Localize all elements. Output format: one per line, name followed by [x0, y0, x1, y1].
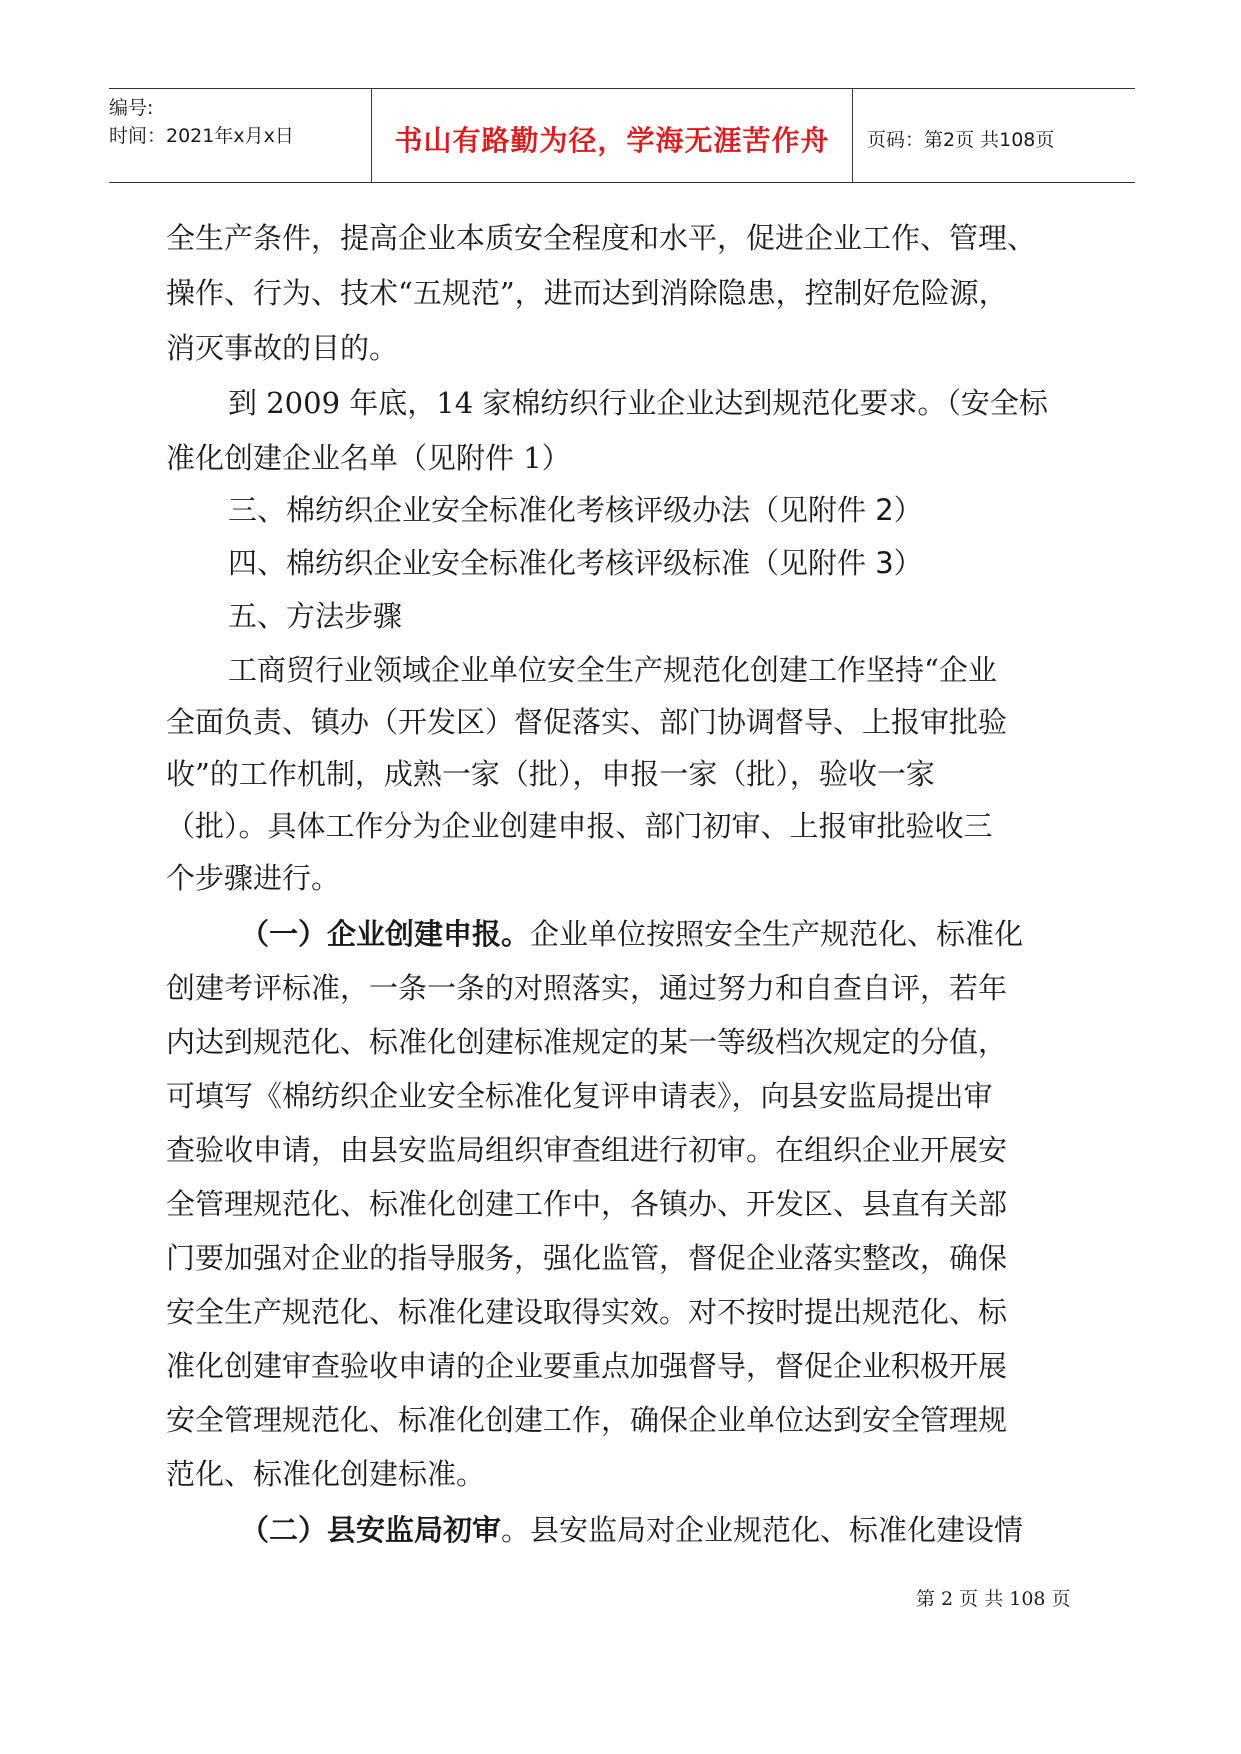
body-line: 全生产条件，提高企业本质安全程度和水平，促进企业工作、管理、: [166, 221, 1037, 255]
body-line: 全管理规范化、标准化创建工作中，各镇办、开发区、县直有关部: [166, 1187, 1008, 1221]
document-number-label: 编号:: [109, 97, 154, 119]
body-line: 准化创建企业名单（见附件 1）: [166, 441, 571, 475]
subsection-1-heading: （一）企业创建申报。: [240, 917, 531, 951]
body-line: 消灭事故的目的。: [166, 331, 399, 365]
body-line: 到 2009 年底，14 家棉纺织行业企业达到规范化要求。（安全标: [228, 386, 1048, 420]
subsection-2-line: [240, 1510, 1080, 1550]
body-line: 创建考评标准，一条一条的对照落实，通过努力和自查自评，若年: [166, 971, 1008, 1005]
body-line: 查验收申请，由县安监局组织审查组进行初审。在组织企业开展安: [166, 1133, 1008, 1167]
body-line: 范化、标准化创建标准。: [166, 1457, 486, 1491]
subsection-2-heading: （二）县安监局初审: [240, 1513, 502, 1547]
body-line: 准化创建审查验收申请的企业要重点加强督导，督促企业积极开展: [166, 1349, 1008, 1383]
body-line: 内达到规范化、标准化创建标准规定的某一等级档次规定的分值，: [166, 1025, 1008, 1059]
header-center-cell: [371, 89, 853, 182]
body-line-text: 企业单位按照安全生产规范化、标准化: [530, 917, 1024, 951]
section-heading-3: 三、棉纺织企业安全标准化考核评级办法（见附件 2）: [228, 493, 923, 527]
body-line: 个步骤进行。: [166, 861, 341, 895]
body-line: 可填写《棉纺织企业安全标准化复评申请表》，向县安监局提出审: [166, 1079, 993, 1113]
document-time-label: 时间：2021年x月x日: [109, 125, 294, 147]
body-line: 安全管理规范化、标准化创建工作，确保企业单位达到安全管理规: [166, 1403, 1008, 1437]
subsection-2-heading-tail: 。: [501, 1513, 531, 1547]
subsection-1-line: [240, 914, 1080, 954]
body-line: 收”的工作机制，成熟一家（批），申报一家（批），验收一家: [166, 757, 935, 791]
body-line: （批）。具体工作分为企业创建申报、部门初审、上报审批验收三: [166, 809, 993, 843]
section-heading-4: 四、棉纺织企业安全标准化考核评级标准（见附件 3）: [228, 546, 923, 580]
page-footer: 第 2 页 共 108 页: [916, 1588, 1071, 1610]
body-line: 安全生产规范化、标准化建设取得实效。对不按时提出规范化、标: [166, 1295, 1008, 1329]
body-line: 全面负责、镇办（开发区）督促落实、部门协调督导、上报审批验: [166, 705, 1008, 739]
body-line-text: 县安监局对企业规范化、标准化建设情: [530, 1513, 1024, 1547]
header-left-cell: [109, 89, 371, 182]
body-line: 门要加强对企业的指导服务，强化监管，督促企业落实整改，确保: [166, 1241, 1008, 1275]
body-line: 工商贸行业领域企业单位安全生产规范化创建工作坚持“企业: [228, 653, 997, 687]
body-line: 操作、行为、技术“五规范”，进而达到消除隐患，控制好危险源，: [166, 276, 1008, 310]
document-header: [109, 88, 1135, 183]
section-heading-5: 五、方法步骤: [228, 599, 403, 633]
header-right-cell: [853, 89, 1135, 182]
page-code-label: 页码：第2页 共108页: [867, 129, 1055, 151]
header-motto: 书山有路勤为径，学海无涯苦作舟: [394, 124, 830, 157]
